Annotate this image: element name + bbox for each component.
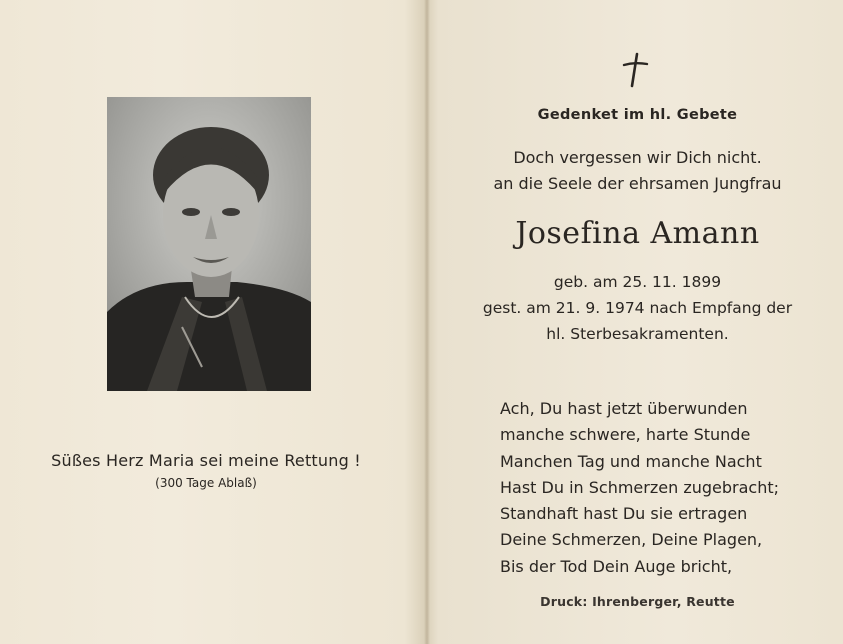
poem-line: Standhaft hast Du sie ertragen [500, 504, 748, 524]
poem-line: Ach, Du hast jetzt überwunden [500, 399, 748, 418]
birth-date: geb. am 25. 11. 1899 [553, 273, 722, 291]
poem [500, 396, 779, 580]
heading: Gedenket im hl. Gebete [537, 107, 738, 123]
portrait-photo [107, 97, 311, 391]
deceased-name: Josefina Amann [515, 216, 760, 251]
poem-line: Bis der Tod Dein Auge bricht, [500, 556, 733, 576]
intro-line-2: an die Seele der ehrsamen Jungfrau [493, 174, 782, 193]
card-fold [424, 0, 430, 644]
photo-caption: Süßes Herz Maria sei meine Rettung ! [51, 451, 361, 470]
cross-icon [620, 52, 650, 88]
printer-credit: Druck: Ihrenberger, Reutte [540, 594, 735, 609]
intro-line-1: Doch vergessen wir Dich nicht. [513, 148, 762, 167]
poem-line: Deine Schmerzen, Deine Plagen, [500, 530, 763, 550]
indulgence-note: (300 Tage Ablaß) [155, 476, 257, 490]
sacraments-line: hl. Sterbesakramenten. [546, 325, 729, 343]
death-date: gest. am 21. 9. 1974 nach Empfang der [482, 299, 793, 317]
poem-line: Manchen Tag und manche Nacht [500, 451, 762, 471]
poem-line: Hast Du in Schmerzen zugebracht; [500, 477, 779, 497]
poem-line: manche schwere, harte Stunde [500, 425, 751, 445]
